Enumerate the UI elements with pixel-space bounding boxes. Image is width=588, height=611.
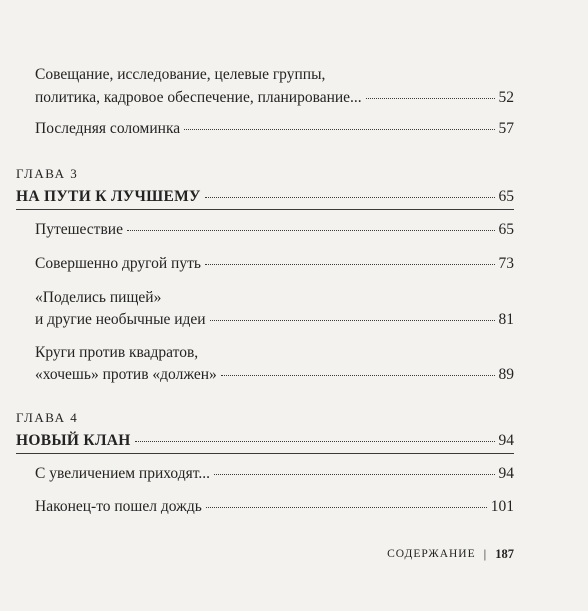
chapter-label: ГЛАВА 3 — [16, 166, 79, 181]
chapter-heading — [16, 432, 514, 450]
toc-entry-title: Наконец-то пошел дождь — [35, 498, 202, 515]
chapter-title: НА ПУТИ К ЛУЧШЕМУ — [16, 188, 201, 205]
chapter-page: 65 — [498, 188, 514, 205]
toc-entry — [35, 366, 514, 384]
chapter-label: ГЛАВА 4 — [16, 410, 79, 425]
toc-entry-title: С увеличением приходят... — [35, 465, 210, 482]
footer-page-number: 187 — [495, 547, 514, 561]
dot-leader — [206, 507, 487, 508]
toc-entry-page: 94 — [498, 465, 514, 482]
toc-entry-page: 81 — [498, 311, 514, 328]
chapter-divider — [16, 209, 514, 210]
toc-entry — [35, 89, 514, 107]
toc-entry-page: 57 — [498, 120, 514, 137]
toc-entry-title: «хочешь» против «должен» — [35, 366, 217, 383]
toc-entry-title: и другие необычные идеи — [35, 311, 206, 328]
page-footer — [387, 547, 514, 561]
toc-entry — [35, 498, 514, 516]
dot-leader — [210, 320, 495, 321]
toc-entry — [35, 465, 514, 483]
toc-entry-page: 73 — [498, 255, 514, 272]
toc-entry-title: Путешествие — [35, 221, 123, 238]
toc-entry-line: Круги против квадратов, — [35, 344, 199, 361]
toc-entry — [35, 120, 514, 138]
dot-leader — [205, 264, 495, 265]
dot-leader — [366, 98, 495, 99]
dot-leader — [221, 375, 495, 376]
footer-section: СОДЕРЖАНИЕ — [387, 548, 476, 560]
dot-leader — [205, 197, 495, 198]
dot-leader — [135, 441, 495, 442]
toc-entry — [35, 311, 514, 329]
dot-leader — [127, 230, 495, 231]
footer-separator: | — [483, 546, 488, 561]
toc-entry-title: политика, кадровое обеспечение, планирование... — [35, 89, 362, 106]
chapter-page: 94 — [498, 432, 514, 449]
toc-entry-title: Совершенно другой путь — [35, 255, 201, 272]
chapter-divider — [16, 453, 514, 454]
toc-entry-page: 65 — [498, 221, 514, 238]
dot-leader — [184, 129, 494, 130]
toc-entry-page: 101 — [490, 498, 514, 515]
toc-entry — [35, 255, 514, 273]
toc-entry-page: 52 — [498, 89, 514, 106]
toc-entry — [35, 221, 514, 239]
dot-leader — [214, 474, 495, 475]
chapter-title: НОВЫЙ КЛАН — [16, 432, 131, 449]
toc-entry-page: 89 — [498, 366, 514, 383]
toc-entry-line: Совещание, исследование, целевые группы, — [35, 66, 326, 83]
toc-entry-line: «Поделись пищей» — [35, 289, 162, 306]
chapter-heading — [16, 188, 514, 206]
toc-entry-title: Последняя соломинка — [35, 120, 181, 137]
